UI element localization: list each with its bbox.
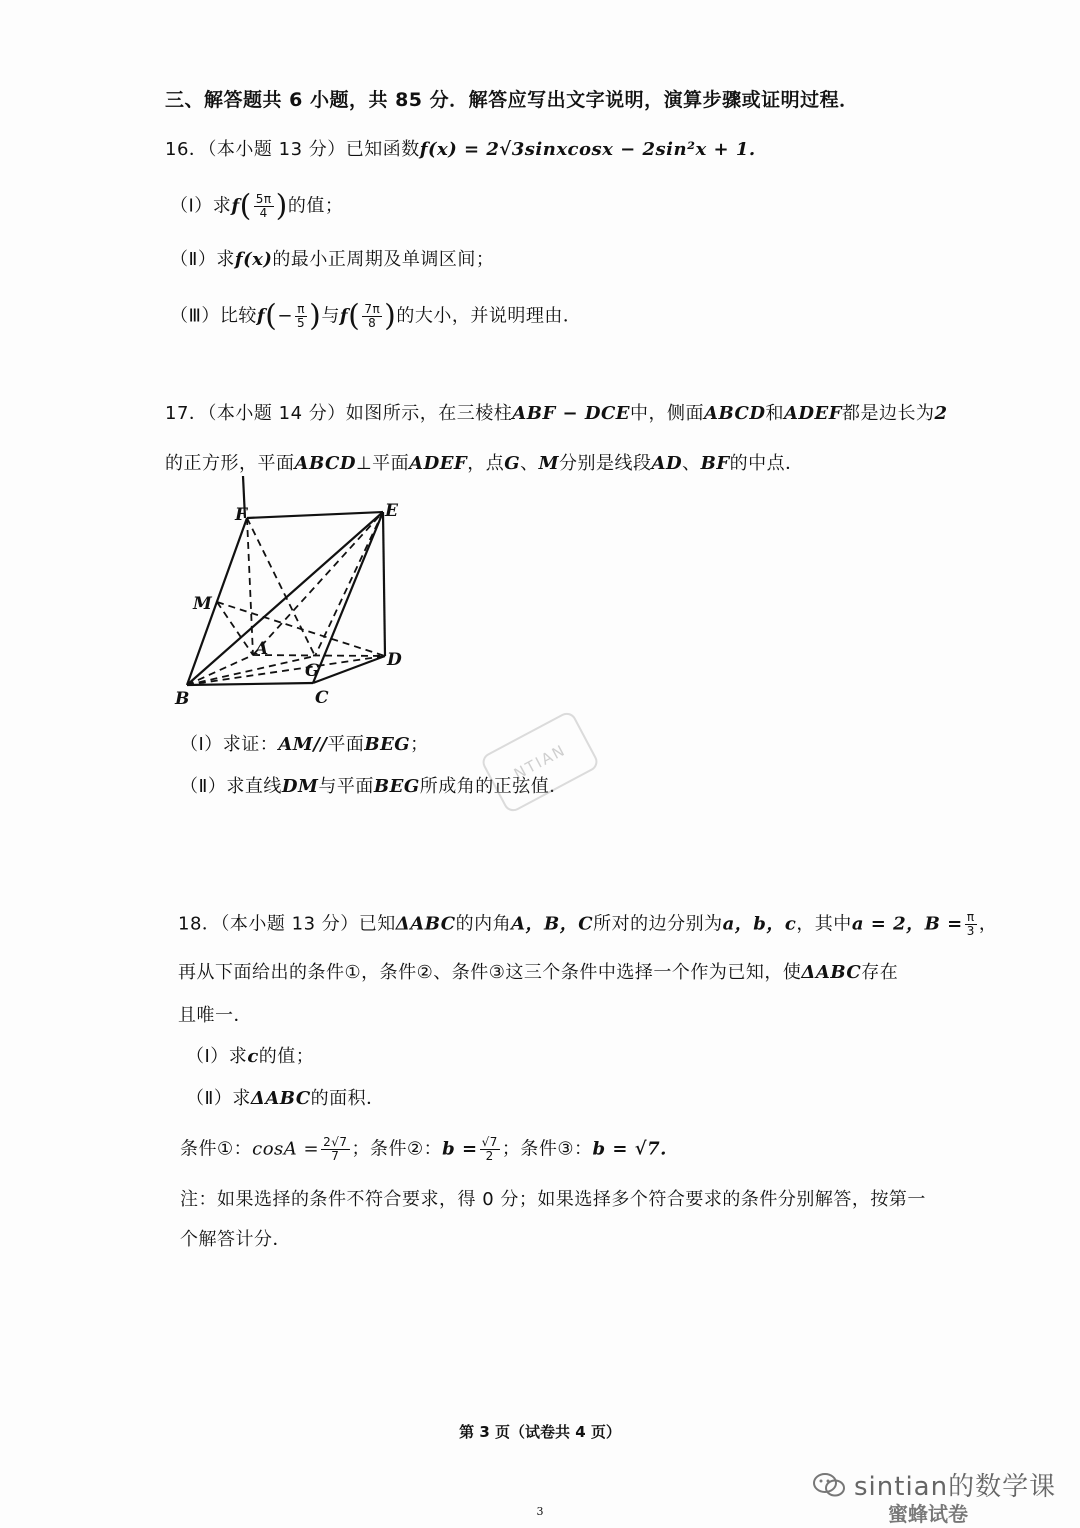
page-footer: 第 3 页（试卷共 4 页）: [459, 1423, 621, 1441]
edge-FE: [247, 512, 383, 518]
q16-part2: （Ⅱ）求f(x)的最小正周期及单调区间；: [170, 249, 495, 270]
q17-stem-line1: 17．（本小题 14 分）如图所示，在三棱柱ABF − DCE中，侧面ABCD和ADEF都是边长为2: [165, 403, 948, 424]
label-A: A: [255, 639, 269, 659]
edge-FA: [247, 518, 253, 655]
label-B: B: [175, 689, 190, 709]
page-number: 3: [536, 1505, 544, 1518]
edge-BC: [187, 683, 313, 685]
q17-part1: （Ⅰ）求证：AM//平面BEG；: [180, 734, 429, 755]
edge-CD: [313, 656, 385, 683]
label-C: C: [315, 688, 329, 708]
label-D: D: [387, 650, 402, 670]
q18-stem-line2: 再从下面给出的条件①，条件②、条件③这三个条件中选择一个作为已知，使ΔABC存在: [178, 962, 899, 983]
fraction: $\frac{√7}{2}$: [481, 1135, 498, 1163]
q18-part2: （Ⅱ）求ΔABC的面积．: [186, 1088, 385, 1109]
q17-part2: （Ⅱ）求直线DM与平面BEG所成角的正弦值．: [180, 776, 568, 797]
fraction: $\frac{5\pi}{4}$: [255, 192, 272, 220]
fraction: $\frac{2√7}{7}$: [323, 1135, 348, 1163]
q18-conditions: 条件①：cosA = $\frac{2√7}{7}$ ；条件②：b = $\frac{√7}{2}$ ；条件③：b = √7.: [180, 1135, 667, 1163]
edge-BD: [187, 656, 385, 685]
edge-BG: [187, 656, 315, 685]
q18-note-line1: 注：如果选择的条件不符合要求，得 0 分；如果选择多个符合要求的条件分别解答，按第一: [180, 1189, 926, 1210]
q16-part3: （Ⅲ）比较f(− $\frac{\pi}{5}$ )与f( $\frac{7\pi}{8}$ )的大小，并说明理由．: [170, 298, 582, 334]
q18-stem-line1: 18．（本小题 13 分）已知ΔABC的内角A，B，C所对的边分别为a，b，c，其中a = 2，B = $\frac{\pi}{3}$ ，: [178, 910, 998, 938]
edge-AE: [253, 512, 383, 655]
edge-ED: [383, 512, 385, 656]
edge-BE: [187, 512, 383, 685]
edge-FG: [247, 518, 315, 656]
edge-EG: [315, 512, 383, 656]
chat-bubble-icon: [812, 1471, 846, 1499]
section-heading: 三、解答题共 6 小题，共 85 分．解答应写出文字说明，演算步骤或证明过程．: [165, 89, 859, 111]
q18-part1: （Ⅰ）求c的值；: [186, 1046, 315, 1067]
label-E: E: [385, 501, 398, 521]
brand-name: sintian的数学课: [854, 1472, 1057, 1502]
brand-sub: 蜜蜂试卷: [888, 1502, 968, 1526]
fraction: $\frac{7\pi}{8}$: [364, 302, 381, 330]
edge-AD: [253, 655, 385, 656]
watermark-stamp: NTIAN: [479, 709, 601, 814]
q16-part1: （Ⅰ）求f( $\frac{5\pi}{4}$ )的值；: [170, 188, 344, 224]
edge-MA: [217, 602, 253, 655]
label-F: F: [235, 505, 248, 525]
label-M: M: [193, 594, 212, 614]
q17-stem-line2: 的正方形，平面ABCD⊥平面ADEF，点G、M分别是线段AD、BF的中点．: [165, 453, 804, 474]
fraction: $\frac{\pi}{5}$: [296, 302, 306, 330]
q18-note-line2: 个解答计分．: [180, 1229, 291, 1250]
q18-stem-line3: 且唯一．: [178, 1005, 252, 1026]
fraction: $\frac{\pi}{3}$: [966, 910, 975, 938]
prism-figure: [165, 470, 425, 710]
q16-stem: 16．（本小题 13 分）已知函数f(x) = 2√3sinxcosx − 2sin²x + 1.: [165, 139, 756, 160]
edge-CE: [313, 512, 383, 683]
label-G: G: [305, 661, 320, 681]
